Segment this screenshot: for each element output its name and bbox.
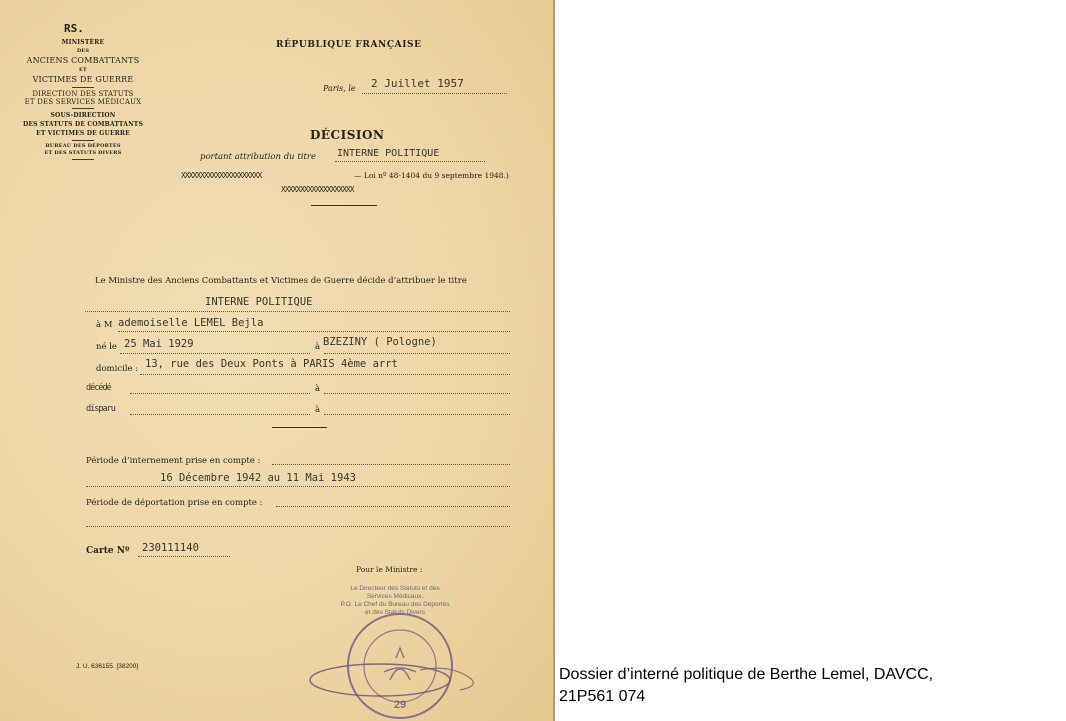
name-line [118,331,510,332]
born-a: à [315,342,321,352]
internement-value: 16 Décembre 1942 au 11 Mai 1943 [160,472,356,484]
sous-direction-line: SOUS-DIRECTION [50,112,116,119]
struck-line [130,414,310,415]
born-place: BZEZINY ( Pologne) [323,336,437,348]
direction-line: ET DES SERVICES MÉDICAUX [24,98,142,106]
born-place-line [324,353,510,354]
stamp-number: 29 [393,699,407,711]
issue-date: 2 Juillet 1957 [371,77,464,90]
divider [72,140,94,141]
struck-text: XXXXXXXXXXXXXXXXXXXXX [181,171,262,180]
divider [72,108,94,109]
sous-direction-line: DES STATUTS DE COMBATTANTS [22,121,143,128]
deportation-line [86,526,510,527]
internement-label: Période d’internement prise en compte : [86,456,261,466]
name-prefix: à M [96,320,113,330]
ministry-line: ANCIENS COMBATTANTS [26,56,140,65]
domicile-value: 13, rue des Deux Ponts à PARIS 4ème arrt [145,358,398,370]
signature-line: P.O. Le Chef du Bureau des Déportés [340,601,450,608]
ministry-line: DES [76,48,90,54]
carte-label: Carte Nº [86,546,130,556]
portant-label: portant attribution du titre [200,152,316,162]
signature-line: Le Directeur des Statuts et des [350,585,440,592]
deportation-line [276,506,510,507]
titre-value: INTERNE POLITIQUE [205,296,313,308]
ministry-line: VICTIMES DE GUERRE [32,75,134,84]
born-date: 25 Mai 1929 [124,338,194,350]
image-caption [559,664,933,708]
domicile-label: domicile : [96,364,139,374]
struck-label: décédé [86,383,111,393]
struck-label: disparu [86,404,115,414]
signature-line: Services Médicaux, [366,593,424,600]
divider [311,205,377,206]
struck-line [130,393,310,394]
ministry-letterhead [18,38,148,162]
a-label: à [315,405,321,415]
caption-line: 21P561 074 [559,688,646,705]
divider [72,87,94,88]
struck-line [324,414,510,415]
divider [272,427,327,428]
deportation-label: Période de déportation prise en compte : [86,498,263,508]
bureau-line: ET DES STATUTS DIVERS [44,150,122,156]
decision-title: DÉCISION [310,128,385,142]
decision-titre: INTERNE POLITIQUE [337,148,440,159]
law-reference: — Loi nº 48-1404 du 9 septembre 1948.) [354,171,509,180]
ministry-line: ET [79,67,87,73]
internement-line [272,464,510,465]
footer-code: J. U. 636155. [38200] [76,663,139,670]
name-value: ademoiselle LEMEL Bejla [118,317,264,329]
ministry-line: MINISTÈRE [61,39,105,46]
title-line [85,311,510,312]
reference-code: RS. [64,22,84,35]
carte-number: 230111140 [142,542,199,554]
title-line [335,161,485,162]
bureau-line: BUREAU DES DÉPORTÉS [45,143,121,149]
stamp-inner-ring [364,630,436,702]
pour-ministre: Pour le Ministre : [356,565,423,574]
republic-heading: RÉPUBLIQUE FRANÇAISE [276,40,422,50]
carte-line [138,556,230,557]
direction-line: DIRECTION DES STATUTS [32,90,134,98]
official-stamp [300,610,500,721]
caption-line: Dossier d’interné politique de Berthe Lemel, DAVCC, [559,666,934,683]
born-date-line [120,353,310,354]
a-label: à [315,384,321,394]
domicile-line [140,374,510,375]
sous-direction-line: ET VICTIMES DE GUERRE [36,130,130,137]
place-prefix: Paris, le [323,84,356,93]
born-label: né le [96,342,117,352]
intro-text: Le Ministre des Anciens Combattants et Victimes de Guerre décide d’attribuer le titre [95,276,467,286]
internement-line [86,486,510,487]
struck-text: XXXXXXXXXXXXXXXXXXX [281,185,354,194]
divider [72,159,94,160]
struck-line [324,393,510,394]
signature-line: et des Statuts Divers [365,609,425,616]
date-line [362,93,507,94]
